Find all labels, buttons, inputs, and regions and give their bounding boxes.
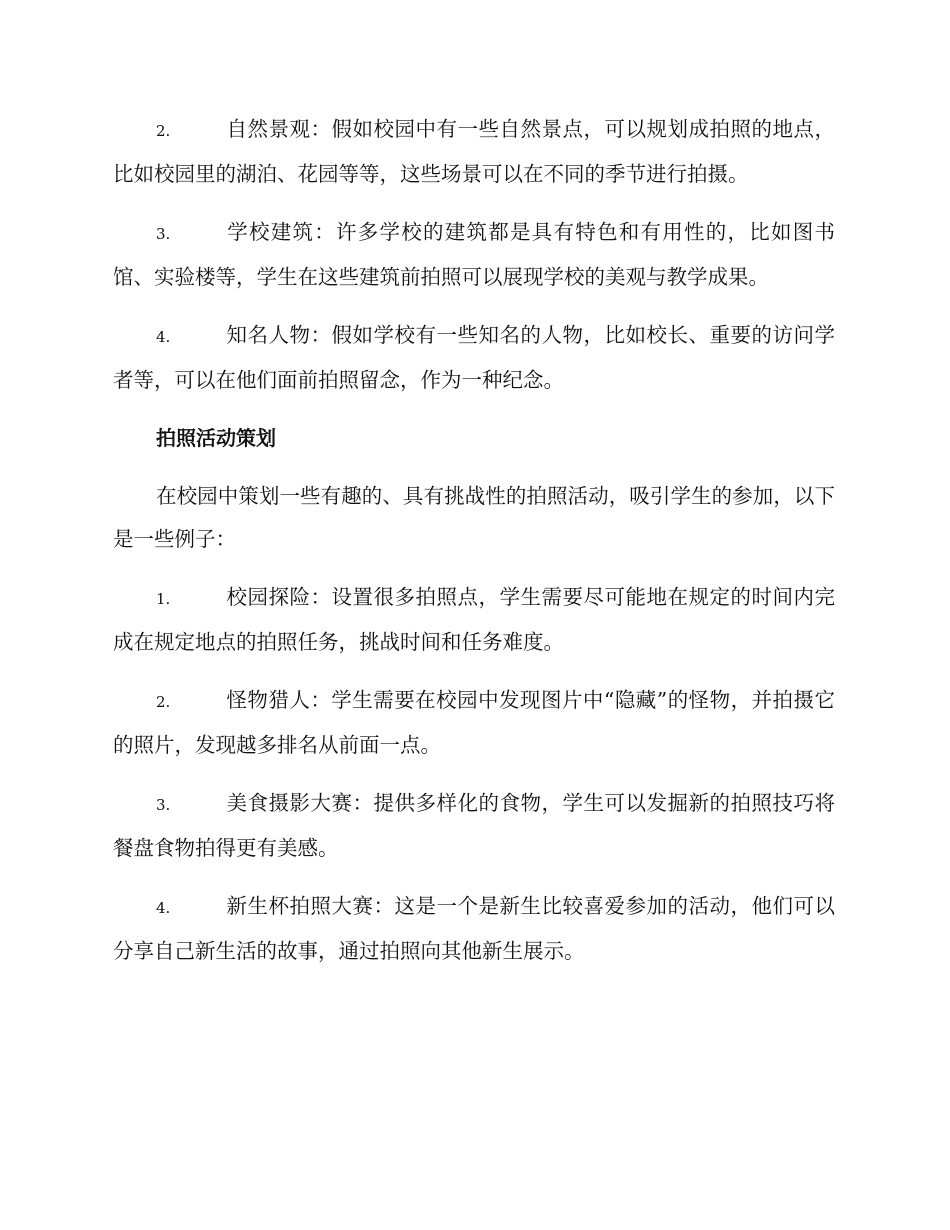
list-number: 3. <box>156 796 171 814</box>
list-item <box>113 782 835 870</box>
list-item-text: 自然景观：假如校园中有一些自然景点，可以规划成拍照的地点，比如校园里的湖泊、花园等等，这些场景可以在不同的季节进行拍摄。 <box>113 117 835 186</box>
list-item-text: 美食摄影大赛：提供多样化的食物，学生可以发掘新的拍照技巧将餐盘食物拍得更有美感。 <box>113 791 835 860</box>
list-item <box>113 108 835 196</box>
list-item-text: 怪物猎人：学生需要在校园中发现图片中“隐藏”的怪物，并拍摄它的照片，发现越多排名从前面一点。 <box>113 688 835 757</box>
list-item <box>113 576 835 664</box>
list-item <box>113 679 835 767</box>
list-item-text: 学校建筑：许多学校的建筑都是具有特色和有用性的，比如图书馆、实验楼等，学生在这些建筑前拍照可以展现学校的美观与教学成果。 <box>113 220 835 289</box>
section-heading: 拍照活动策划 <box>156 426 276 450</box>
list-item-text: 校园探险：设置很多拍照点，学生需要尽可能地在规定的时间内完成在规定地点的拍照任务，挑战时间和任务难度。 <box>113 585 835 654</box>
list-item <box>113 314 835 402</box>
list-item-text: 知名人物：假如学校有一些知名的人物，比如校长、重要的访问学者等，可以在他们面前拍照留念，作为一种纪念。 <box>113 323 835 392</box>
list-number: 1. <box>156 590 171 608</box>
list-item-text: 新生杯拍照大赛：这是一个是新生比较喜爱参加的活动，他们可以分享自己新生活的故事，通过拍照向其他新生展示。 <box>113 894 835 963</box>
document-page <box>113 108 835 988</box>
list-number: 2. <box>156 122 171 140</box>
list-number: 4. <box>156 328 171 346</box>
list-number: 4. <box>156 899 171 917</box>
list-item <box>113 885 835 973</box>
intro-paragraph: 在校园中策划一些有趣的、具有挑战性的拍照活动，吸引学生的参加，以下是一些例子： <box>113 484 835 551</box>
list-number: 2. <box>156 693 171 711</box>
list-item <box>113 211 835 299</box>
list-number: 3. <box>156 225 171 243</box>
